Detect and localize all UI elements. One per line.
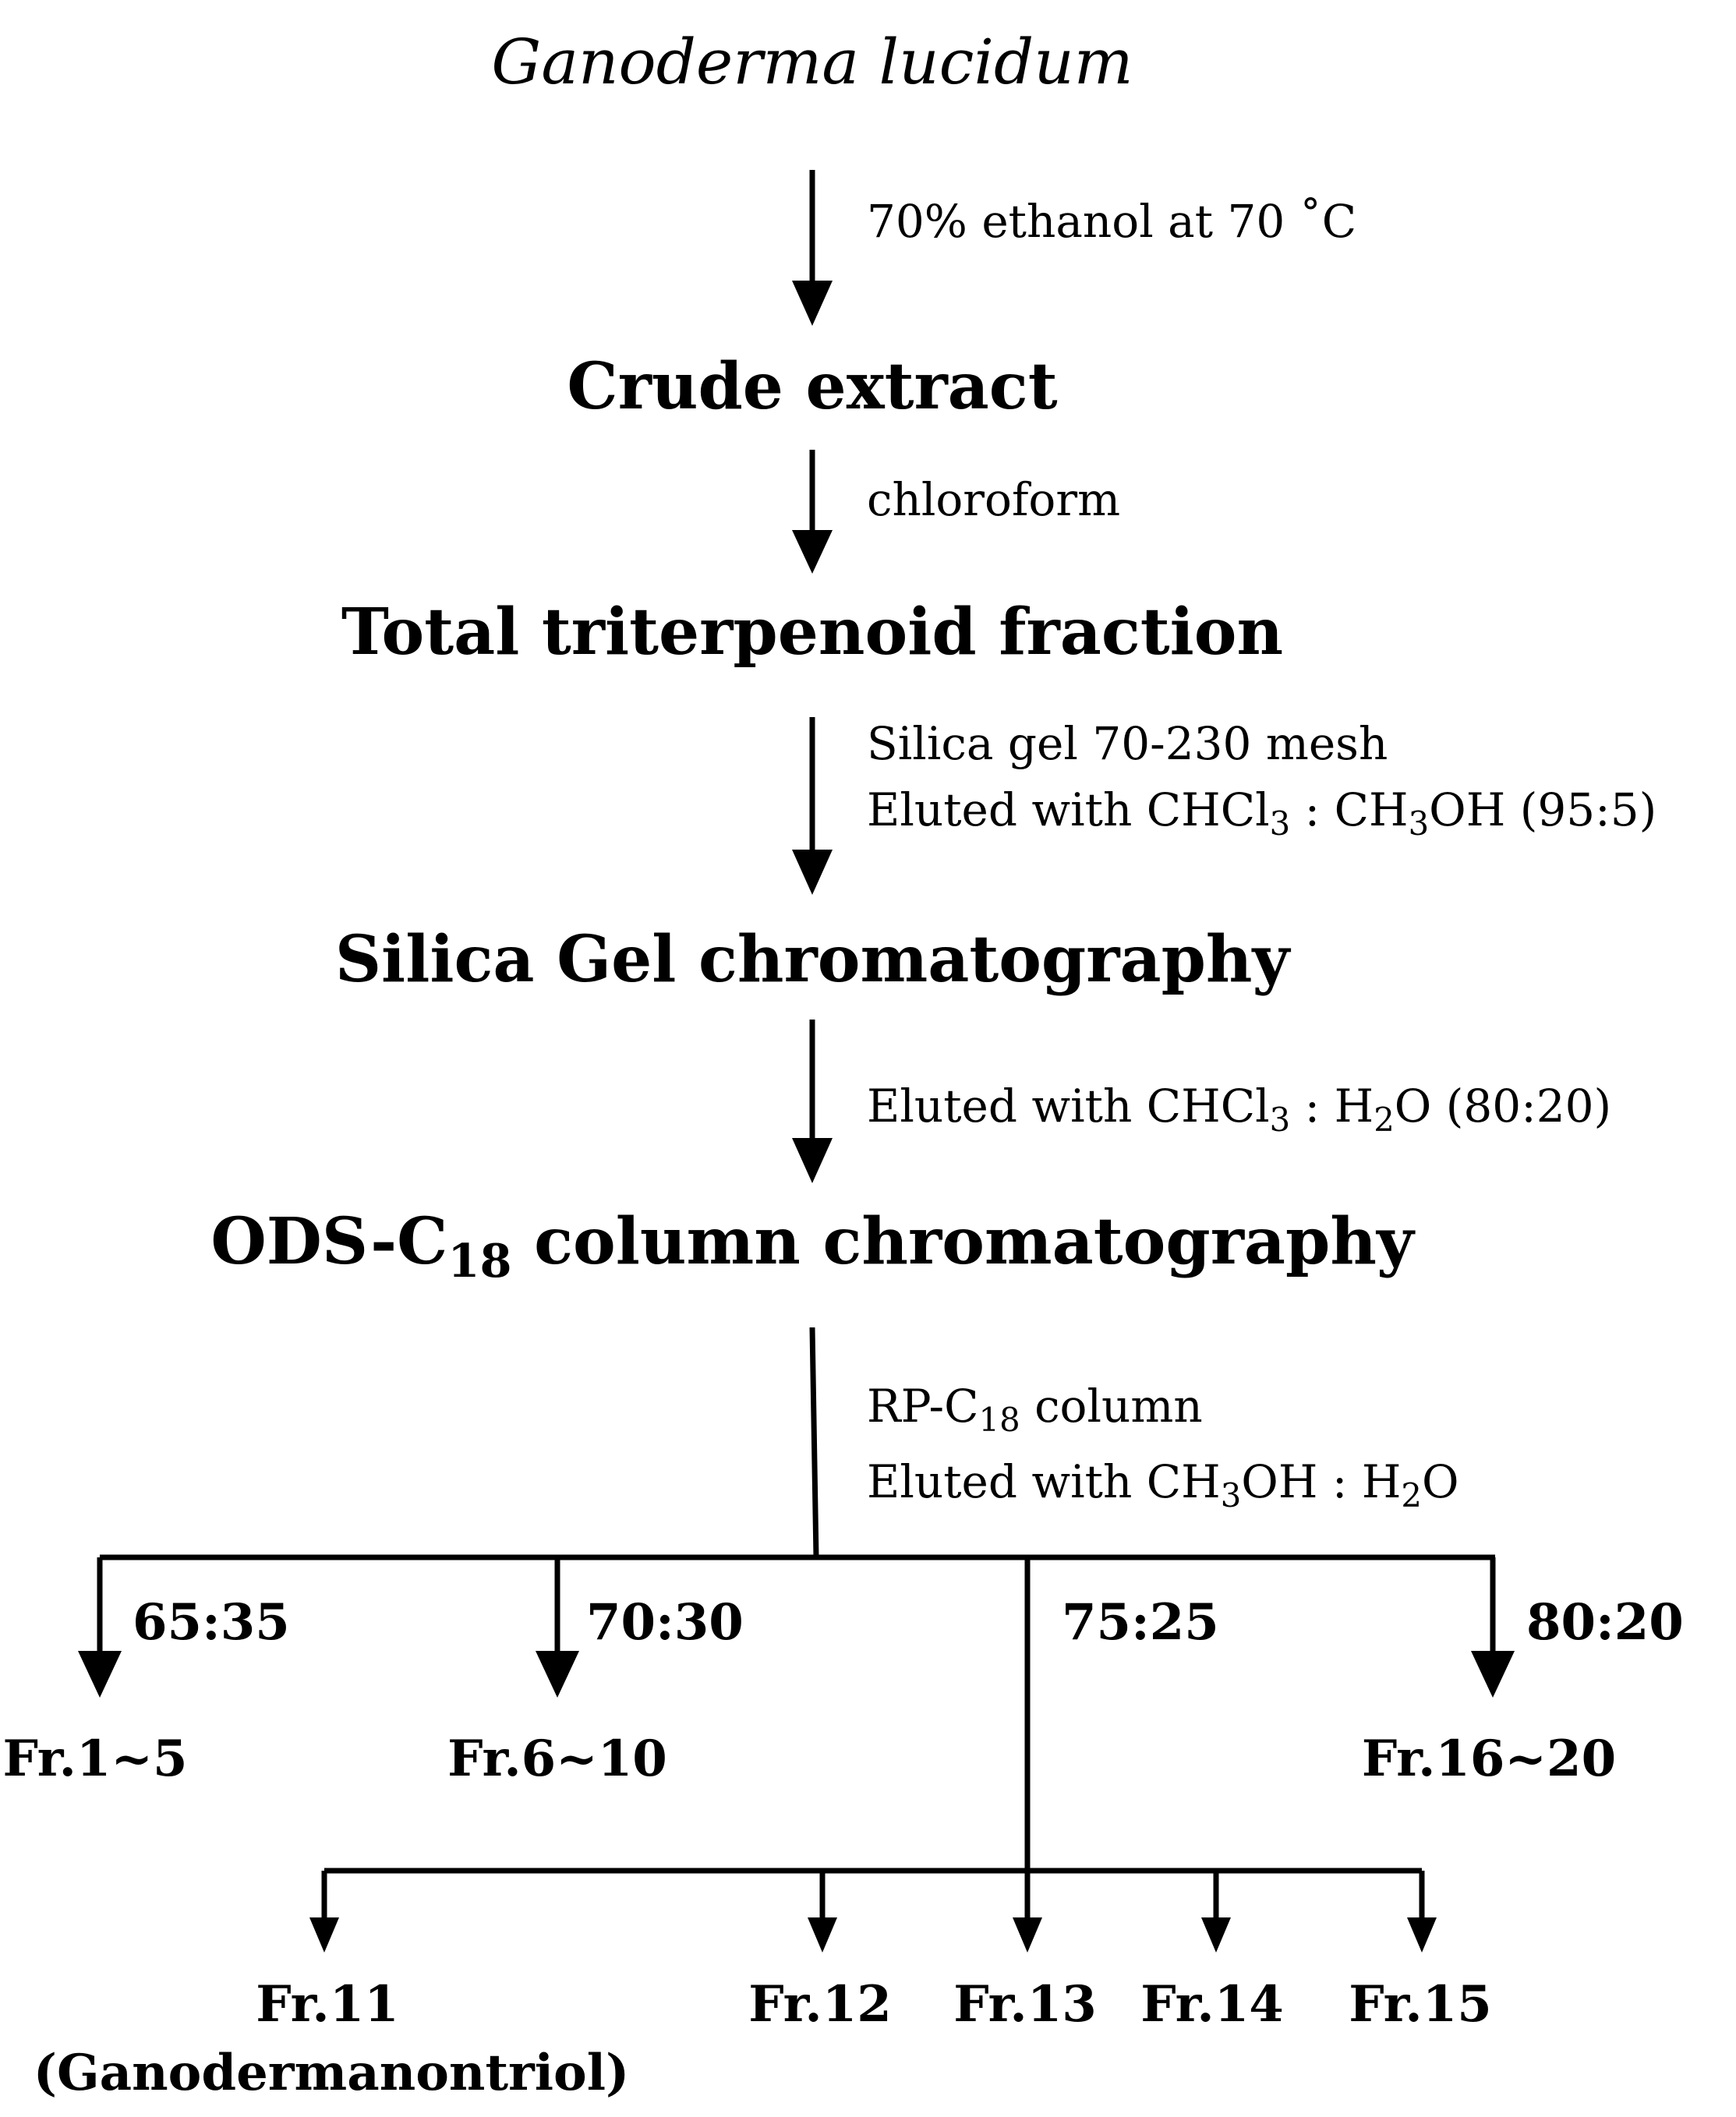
arrowhead-silica: [792, 850, 833, 895]
ratio-label: 70:30: [586, 1593, 744, 1652]
ratio-label: 75:25: [1062, 1593, 1219, 1652]
step-chloroform-condition: chloroform: [867, 473, 1121, 526]
node-crude-extract: Crude extract: [567, 349, 1058, 424]
node-ods-c18-chromatography: ODS-$C_{18}$ column chromatography: [210, 1204, 1414, 1288]
step-silica-eluent: Eluted with CHCl$_3$ : $CH_3OH$ (95:5): [867, 783, 1657, 843]
step-extraction-condition: 70% ethanol at 70 ˚C: [867, 195, 1357, 248]
fraction-fr15: Fr.15: [1349, 1975, 1492, 2034]
step-ods-eluent: Eluted with CHCl$_3$ : $H_2O$ (80:20): [867, 1080, 1612, 1139]
ratio-label: 65:35: [133, 1593, 290, 1652]
fraction-fr13: Fr.13: [953, 1975, 1097, 2034]
ratio-label: 80:20: [1526, 1593, 1684, 1652]
fraction-fr6-10: Fr.6~10: [447, 1730, 667, 1788]
diagram-title: Ganoderma lucidum: [491, 26, 1133, 98]
arrowhead-ods: [792, 1138, 833, 1183]
fraction-fr11: Fr.11: [256, 1975, 399, 2034]
step-silica-mesh: Silica gel 70-230 mesh: [867, 717, 1388, 770]
arrowhead-fr13: [1013, 1917, 1042, 1953]
node-silica-gel-chromatography: Silica Gel chromatography: [334, 922, 1290, 997]
arrowhead-65-35: [78, 1651, 122, 1698]
arrowhead-fr11: [309, 1917, 339, 1953]
arrowhead-fr15: [1407, 1917, 1437, 1953]
step-rp-c18-column: $RP-C_{18}$ column: [867, 1380, 1203, 1439]
fraction-fr1-5: Fr.1~5: [2, 1730, 188, 1788]
fraction-fr14: Fr.14: [1140, 1975, 1284, 2034]
trunk-line: [812, 1327, 816, 1557]
fraction-fr12: Fr.12: [748, 1975, 892, 2034]
step-rp-eluent: Eluted with $CH_3OH$ : $H_2O$: [867, 1455, 1459, 1514]
arrowhead-70-30: [536, 1651, 579, 1698]
arrowhead-extraction: [792, 281, 833, 326]
arrowhead-fr14: [1201, 1917, 1231, 1953]
arrowhead-80-20: [1471, 1651, 1515, 1698]
node-total-triterpenoid: Total triterpenoid fraction: [341, 595, 1284, 670]
arrowhead-chloroform: [792, 530, 833, 574]
arrowhead-fr12: [808, 1917, 837, 1953]
fraction-fr11-compound: (Ganodermanontriol): [33, 2044, 630, 2102]
fraction-fr16-20: Fr.16~20: [1361, 1730, 1617, 1788]
